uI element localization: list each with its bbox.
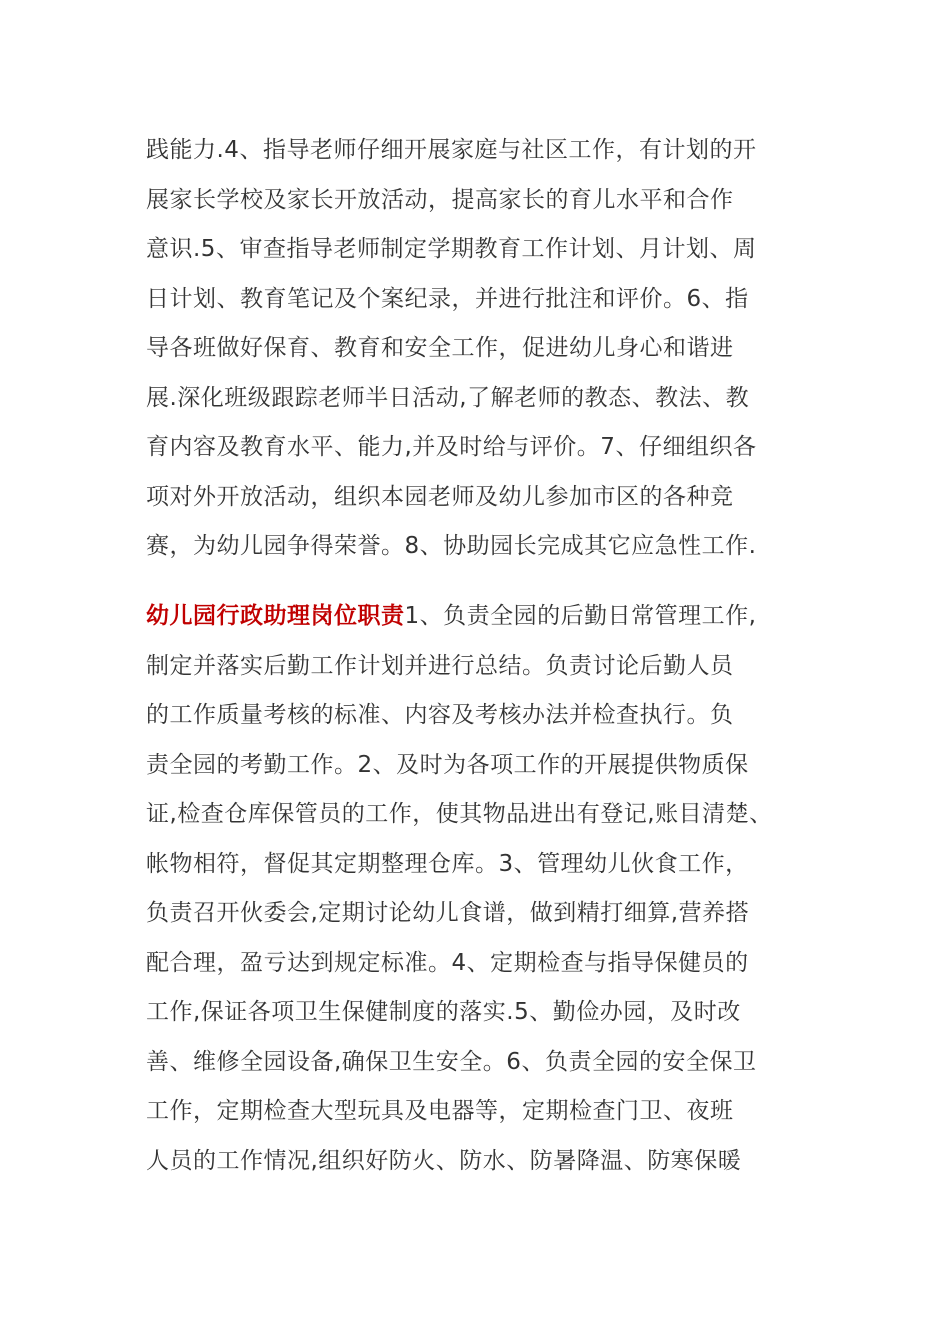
text-line: 意识.5、审查指导老师制定学期教育工作计划、月计划、周 [146,236,757,262]
text-line-rest: 1、负责全园的后勤日常管理工作, [404,603,757,629]
text-line: 工作，定期检查大型玩具及电器等，定期检查门卫、夜班 [146,1098,734,1124]
text-line: 赛，为幼儿园争得荣誉。8、协助园长完成其它应急性工作. [146,533,757,559]
text-line: 证,检查仓库保管员的工作，使其物品进出有登记,账目清楚、 [146,801,773,827]
text-line: 制定并落实后勤工作计划并进行总结。负责讨论后勤人员 [146,652,734,679]
text-line: 善、维修全园设备,确保卫生安全。6、负责全园的安全保卫 [146,1048,757,1075]
text-line: 责全园的考勤工作。2、及时为各项工作的开展提供物质保 [146,751,749,778]
paragraph-admin-assistant-duties [146,592,826,1186]
text-line: 展家长学校及家长开放活动，提高家长的育儿水平和合作 [146,186,734,213]
text-line: 育内容及教育水平、能力,并及时给与评价。7、仔细组织各 [146,434,757,460]
text-line: 日计划、教育笔记及个案纪录，并进行批注和评价。6、指 [146,285,749,312]
text-line: 工作,保证各项卫生保健制度的落实.5、勤俭办园，及时改 [146,999,741,1025]
text-line: 项对外开放活动，组织本园老师及幼儿参加市区的各种竞 [146,483,734,510]
text-line: 负责召开伙委会,定期讨论幼儿食谱，做到精打细算,营养搭 [146,900,750,926]
text-line: 导各班做好保育、教育和安全工作，促进幼儿身心和谐进 [146,335,734,361]
text-line: 帐物相符，督促其定期整理仓库。3、管理幼儿伙食工作， [146,850,749,877]
text-line: 配合理，盈亏达到规定标准。4、定期检查与指导保健员的 [146,949,749,976]
text-line: 践能力.4、指导老师仔细开展家庭与社区工作，有计划的开 [146,137,757,163]
text-line-first [146,592,826,642]
paragraph-teaching-duties [146,126,826,572]
text-line: 的工作质量考核的标准、内容及考核办法并检查执行。负 [146,702,734,728]
text-line: 人员的工作情况,组织好防火、防水、防暑降温、防寒保暖 [146,1147,742,1174]
text-line: 展.深化班级跟踪老师半日活动,了解老师的教态、教法、教 [146,384,750,411]
section-heading: 幼儿园行政助理岗位职责 [146,603,405,629]
